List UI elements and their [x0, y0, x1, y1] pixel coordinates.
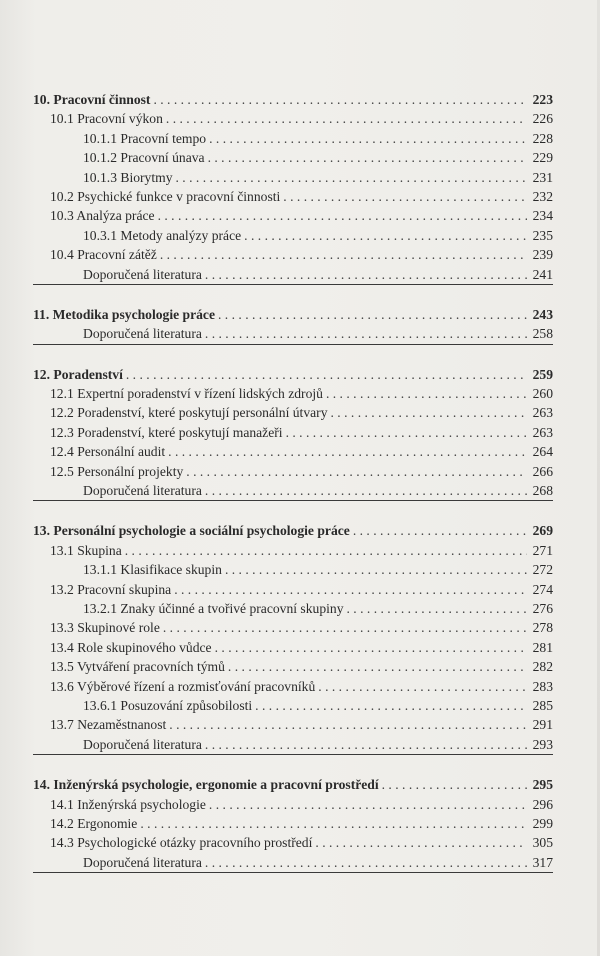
toc-entry	[33, 696, 553, 715]
toc-entry-title: 11. Metodika psychologie práce	[33, 306, 215, 322]
dot-leader	[208, 148, 527, 167]
dot-leader	[176, 168, 528, 187]
dot-leader	[186, 462, 527, 481]
toc-chapter-section	[33, 365, 553, 502]
dot-leader	[166, 109, 527, 128]
toc-entry-title: 14. Inženýrská psychologie, ergonomie a pracovní prostředí	[33, 777, 379, 793]
toc-entry	[33, 599, 553, 618]
dot-leader	[205, 324, 527, 343]
toc-chapter-entry	[33, 365, 553, 384]
toc-entry	[33, 384, 553, 403]
toc-entry	[33, 168, 553, 187]
toc-entry-title: 14.2 Ergonomie	[50, 815, 138, 831]
dot-leader	[315, 833, 527, 852]
toc-entry-title: 10.1.2 Pracovní únava	[83, 150, 205, 166]
toc-page-number: 258	[532, 326, 553, 342]
toc-entry-title: Doporučená literatura	[83, 854, 202, 870]
toc-entry	[33, 245, 553, 264]
toc-page-number: 283	[532, 678, 553, 694]
toc-entry-title: 13.2.1 Znaky účinné a tvořivé pracovní skupiny	[83, 600, 344, 616]
toc-page-number: 263	[532, 405, 553, 421]
toc-chapter-entry	[33, 521, 553, 540]
dot-leader	[126, 365, 527, 384]
dot-leader	[347, 599, 528, 618]
dot-leader	[382, 775, 527, 794]
toc-entry-title: 13.1.1 Klasifikace skupin	[83, 562, 222, 578]
dot-leader	[318, 677, 527, 696]
toc-page-number: 271	[532, 542, 553, 558]
toc-entry-title: 10.1 Pracovní výkon	[50, 111, 163, 127]
toc-entry	[33, 541, 553, 560]
dot-leader	[174, 580, 527, 599]
toc-entry-title: 12.1 Expertní poradenství v řízení lidských zdrojů	[50, 386, 323, 402]
dot-leader	[160, 245, 527, 264]
toc-chapter-entry	[33, 775, 553, 794]
toc-entry-title: 10.3 Analýza práce	[50, 208, 155, 224]
toc-entry-title: 10.3.1 Metody analýzy práce	[83, 227, 242, 243]
toc-entry	[33, 814, 553, 833]
toc-entry-title: 12.2 Poradenství, které poskytují personální útvary	[50, 405, 328, 421]
dot-leader	[205, 481, 527, 500]
toc-entry	[33, 129, 553, 148]
toc-entry-title: 12.4 Personální audit	[50, 444, 166, 460]
toc-entry-title: Doporučená literatura	[83, 736, 202, 752]
toc-page-number: 278	[532, 620, 553, 636]
toc-entry	[33, 638, 553, 657]
toc-entry-title: 12.3 Poradenství, které poskytují manažeři	[50, 424, 283, 440]
toc-page-number: 276	[532, 600, 553, 616]
toc-page-number: 232	[532, 188, 553, 204]
toc-page-number: 229	[532, 150, 553, 166]
toc-chapter-section	[33, 775, 553, 873]
toc-page-number: 263	[532, 424, 553, 440]
section-gap	[33, 755, 553, 775]
toc-page-number: 282	[532, 659, 553, 675]
toc-chapter-entry	[33, 305, 553, 324]
toc-entry	[33, 735, 553, 754]
toc-entry	[33, 206, 553, 225]
dot-leader	[353, 521, 527, 540]
toc-entry-title: 14.1 Inženýrská psychologie	[50, 796, 206, 812]
toc-entry	[33, 833, 553, 852]
toc-entry	[33, 853, 553, 872]
toc-page-number: 296	[532, 796, 553, 812]
toc-entry-title: 14.3 Psychologické otázky pracovního prostředí	[50, 835, 313, 851]
toc-page-number: 239	[532, 247, 553, 263]
toc-entry-title: 10. Pracovní činnost	[33, 92, 151, 107]
toc-chapter-section	[33, 521, 553, 755]
toc-page-number: 266	[532, 463, 553, 479]
toc-entry	[33, 462, 553, 481]
dot-leader	[169, 715, 527, 734]
dot-leader	[205, 853, 527, 872]
toc-page-number: 235	[532, 227, 553, 243]
toc-entry	[33, 226, 553, 245]
toc-page-number: 234	[532, 208, 553, 224]
toc-page-number: 228	[532, 130, 553, 146]
dot-leader	[225, 560, 527, 579]
toc-entry	[33, 187, 553, 206]
toc-page-number: 241	[532, 266, 553, 282]
dot-leader	[158, 206, 527, 225]
toc-page-number: 281	[532, 639, 553, 655]
toc-entry-title: Doporučená literatura	[83, 326, 202, 342]
toc-page-number: 299	[532, 815, 553, 831]
toc-page-number: 223	[532, 92, 553, 107]
toc-entry-title: 13.3 Skupinové role	[50, 620, 160, 636]
toc-entry	[33, 265, 553, 284]
toc-entry-title: 10.2 Psychické funkce v pracovní činnosti	[50, 188, 281, 204]
toc-entry-title: 12.5 Personální projekty	[50, 463, 184, 479]
toc-page-number: 264	[532, 444, 553, 460]
dot-leader	[331, 403, 528, 422]
dot-leader	[283, 187, 527, 206]
toc-chapter-section	[33, 305, 553, 345]
toc-entry-title: 10.1.1 Pracovní tempo	[83, 130, 207, 146]
section-gap	[33, 345, 553, 365]
dot-leader	[163, 618, 527, 637]
toc-page-number: 269	[532, 523, 553, 539]
toc-page-number: 231	[532, 169, 553, 185]
toc-entry-title: 12. Poradenství	[33, 366, 123, 382]
dot-leader	[286, 423, 527, 442]
toc-page-number: 305	[532, 835, 553, 851]
toc-chapter-section	[33, 90, 553, 285]
toc-page-number: 268	[532, 483, 553, 499]
toc-entry	[33, 560, 553, 579]
dot-leader	[215, 638, 527, 657]
dot-leader	[244, 226, 527, 245]
toc-entry	[33, 795, 553, 814]
toc-page-number: 260	[532, 386, 553, 402]
toc-entry-title: 13.7 Nezaměstnanost	[50, 717, 167, 733]
dot-leader	[168, 442, 527, 461]
dot-leader	[209, 129, 527, 148]
section-gap	[33, 501, 553, 521]
toc-entry-title: 13.6.1 Posuzování způsobilosti	[83, 697, 253, 713]
toc-entry	[33, 580, 553, 599]
toc-chapter-entry	[33, 90, 553, 109]
toc-entry	[33, 148, 553, 167]
toc-entry	[33, 618, 553, 637]
toc-page-number: 274	[532, 581, 553, 597]
toc-entry-title: 13.1 Skupina	[50, 542, 122, 558]
toc-page-number: 291	[532, 717, 553, 733]
toc-entry	[33, 109, 553, 128]
toc-page-number: 295	[532, 777, 553, 793]
toc-page-number: 293	[532, 736, 553, 752]
dot-leader	[205, 265, 527, 284]
toc-page-number: 317	[532, 854, 553, 870]
toc-entry-title: Doporučená literatura	[83, 483, 202, 499]
toc-entry-title: Doporučená literatura	[83, 266, 202, 282]
toc-entry-title: 10.4 Pracovní zátěž	[50, 247, 157, 263]
dot-leader	[228, 657, 527, 676]
toc-entry	[33, 481, 553, 500]
toc-entry-title: 13.2 Pracovní skupina	[50, 581, 172, 597]
toc-entry-title: 13. Personální psychologie a sociální psychologie práce	[33, 523, 350, 539]
dot-leader	[218, 305, 527, 324]
toc-entry	[33, 324, 553, 343]
toc-entry-title: 13.4 Role skupinového vůdce	[50, 639, 212, 655]
toc-entry	[33, 403, 553, 422]
dot-leader	[140, 814, 527, 833]
toc-entry	[33, 442, 553, 461]
toc-entry	[33, 715, 553, 734]
dot-leader	[205, 735, 527, 754]
toc-page-number: 243	[532, 306, 553, 322]
toc-entry-title: 13.5 Vytváření pracovních týmů	[50, 659, 225, 675]
toc-page-number: 285	[532, 697, 553, 713]
dot-leader	[255, 696, 527, 715]
table-of-contents	[33, 90, 553, 873]
toc-page-number: 226	[532, 111, 553, 127]
dot-leader	[326, 384, 527, 403]
toc-entry	[33, 677, 553, 696]
dot-leader	[125, 541, 527, 560]
toc-page-number: 272	[532, 562, 553, 578]
toc-entry	[33, 423, 553, 442]
dot-leader	[153, 90, 527, 109]
dot-leader	[209, 795, 527, 814]
toc-entry	[33, 657, 553, 676]
toc-page-number: 259	[532, 366, 553, 382]
section-gap	[33, 285, 553, 305]
toc-entry-title: 10.1.3 Biorytmy	[83, 169, 173, 185]
toc-entry-title: 13.6 Výběrové řízení a rozmisťování pracovníků	[50, 678, 316, 694]
